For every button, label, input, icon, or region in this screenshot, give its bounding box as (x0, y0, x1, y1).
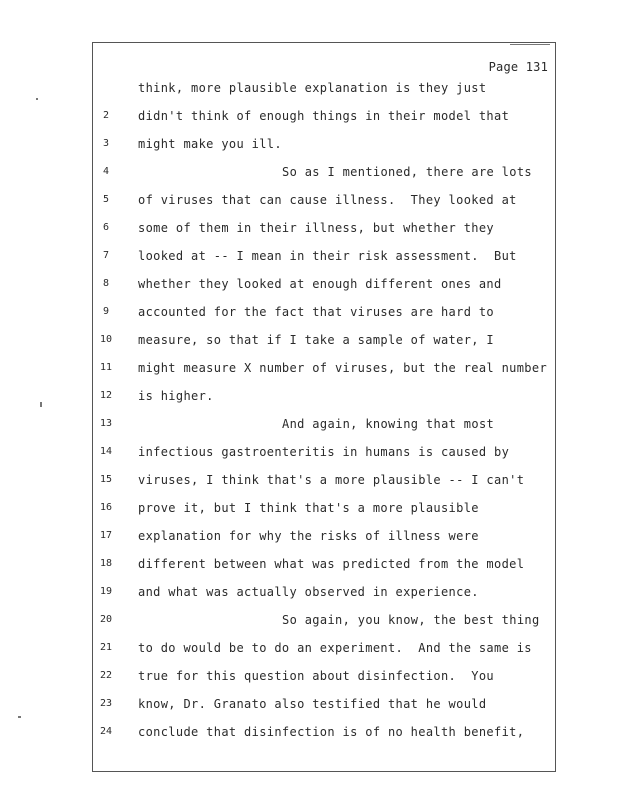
line-number: 4 (102, 166, 110, 177)
line-number: 19 (99, 586, 113, 597)
transcript-line (0, 722, 618, 742)
line-text: whether they looked at enough different ones and (138, 277, 502, 291)
line-number: 21 (99, 642, 113, 653)
transcript-line (0, 470, 618, 490)
line-text: And again, knowing that most (282, 417, 495, 431)
line-text: looked at -- I mean in their risk assessment. But (138, 249, 517, 263)
line-text: didn't think of enough things in their model that (138, 109, 510, 123)
line-text: conclude that disinfection is of no health benefit, (138, 725, 525, 739)
line-text: some of them in their illness, but whether they (138, 221, 495, 235)
line-number: 17 (99, 530, 113, 541)
transcript-line (0, 218, 618, 238)
line-text: to do would be to do an experiment. And the same is (138, 641, 532, 655)
line-number: 23 (99, 698, 113, 709)
line-text: and what was actually observed in experience. (138, 585, 479, 599)
line-number: 20 (99, 614, 113, 625)
transcript-line (0, 358, 618, 378)
line-number: 15 (99, 474, 113, 485)
transcript-line (0, 386, 618, 406)
line-text: different between what was predicted from the model (138, 557, 525, 571)
line-number: 7 (102, 250, 110, 261)
transcript-line (0, 442, 618, 462)
line-number: 13 (99, 418, 113, 429)
scan-speck (18, 716, 21, 718)
line-text: viruses, I think that's a more plausible -- I can't (138, 473, 525, 487)
line-text: think, more plausible explanation is they just (138, 81, 487, 95)
line-number: 5 (102, 194, 110, 205)
transcript-line (0, 638, 618, 658)
transcript-line (0, 274, 618, 294)
transcript-line (0, 526, 618, 546)
line-text: infectious gastroenteritis in humans is caused by (138, 445, 510, 459)
transcript-line (0, 414, 618, 434)
line-number: 18 (99, 558, 113, 569)
line-number: 9 (102, 306, 110, 317)
transcript-line (0, 694, 618, 714)
transcript-line (0, 582, 618, 602)
transcript-line (0, 78, 618, 98)
line-number: 14 (99, 446, 113, 457)
scan-speck (40, 402, 42, 407)
line-text: So as I mentioned, there are lots (282, 165, 532, 179)
transcript-line (0, 666, 618, 686)
transcript-line (0, 302, 618, 322)
transcript-line (0, 246, 618, 266)
line-text: measure, so that if I take a sample of water, I (138, 333, 495, 347)
transcript-line (0, 134, 618, 154)
transcript-line (0, 330, 618, 350)
line-text: prove it, but I think that's a more plausible (138, 501, 479, 515)
line-number: 12 (99, 390, 113, 401)
transcript-line (0, 190, 618, 210)
line-text: might measure X number of viruses, but the real number (138, 361, 548, 375)
line-text: explanation for why the risks of illness were (138, 529, 479, 543)
transcript-line (0, 162, 618, 182)
line-text: of viruses that can cause illness. They looked at (138, 193, 517, 207)
transcript-line (0, 610, 618, 630)
transcript-line (0, 106, 618, 126)
line-number: 22 (99, 670, 113, 681)
line-number: 6 (102, 222, 110, 233)
transcript-line (0, 554, 618, 574)
line-text: accounted for the fact that viruses are hard to (138, 305, 495, 319)
line-text: true for this question about disinfection. You (138, 669, 495, 683)
transcript-line (0, 498, 618, 518)
line-number: 16 (99, 502, 113, 513)
line-number: 10 (99, 334, 113, 345)
line-number: 24 (99, 726, 113, 737)
line-number: 11 (99, 362, 113, 373)
line-text: is higher. (138, 389, 214, 403)
page-number: Page 131 (488, 60, 548, 74)
line-text: know, Dr. Granato also testified that he would (138, 697, 487, 711)
line-text: So again, you know, the best thing (282, 613, 540, 627)
scan-speck (510, 44, 550, 45)
line-number: 8 (102, 278, 110, 289)
line-number: 3 (102, 138, 110, 149)
line-text: might make you ill. (138, 137, 282, 151)
scan-speck (36, 98, 38, 100)
line-number: 2 (102, 110, 110, 121)
